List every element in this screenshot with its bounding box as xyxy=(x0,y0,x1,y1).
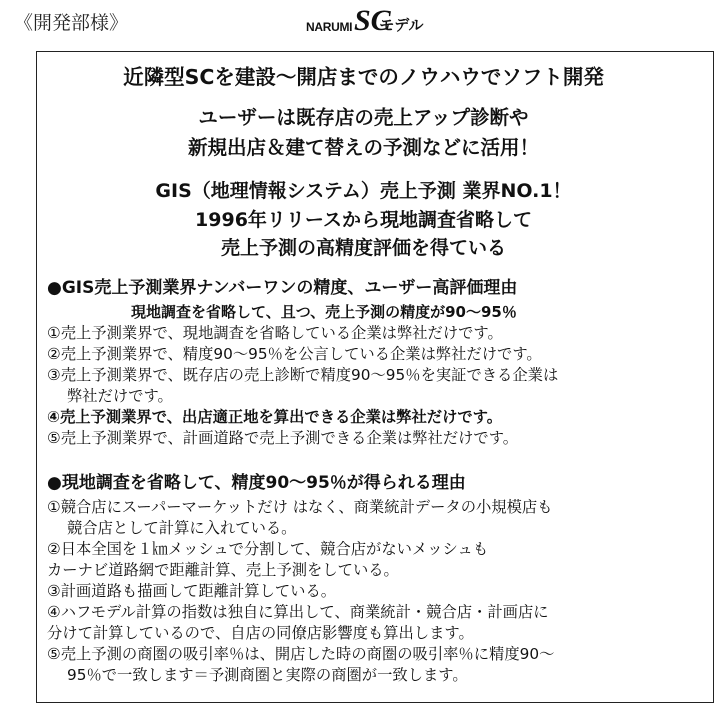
list-item-continuation: 分けて計算しているので、自店の同僚店影響度も算出します。 xyxy=(47,624,474,642)
section-title: ●現地調査を省略して、精度90～95％が得られる理由 xyxy=(47,473,466,493)
section-title: ●GIS売上予測業界ナンバーワンの精度、ユーザー高評価理由 xyxy=(47,278,518,298)
headline-3c: 売上予測の高精度評価を得ている xyxy=(220,237,506,259)
list-item: ②売上予測業界で、精度90～95％を公言している企業は弊社だけです。 xyxy=(47,345,542,363)
list-item: ③計画道路も描画して距離計算している。 xyxy=(47,582,337,600)
svg-text:SC: SC xyxy=(354,4,391,37)
list-item-continuation: カーナビ道路網で距離計算、売上予測をしている。 xyxy=(47,561,399,579)
list-item: ①売上予測業界で、現地調査を省略している企業は弊社だけです。 xyxy=(47,324,503,342)
list-item: ①競合店にスーパーマーケットだけ はなく、商業統計データの小規模店も xyxy=(47,498,553,516)
list-item: ⑤売上予測の商圏の吸引率％は、開店した時の商圏の吸引率％に精度90～ xyxy=(47,645,555,663)
list-item-continuation: 95％で一致します＝予測商圏と実際の商圏が一致します。 xyxy=(67,666,468,684)
list-item-continuation: 競合店として計算に入れている。 xyxy=(67,519,297,537)
list-item: ⑤売上予測業界で、計画道路で売上予測できる企業は弊社だけです。 xyxy=(47,429,519,447)
reason-list xyxy=(47,497,707,686)
list-item: ④ハフモデル計算の指数は独自に算出して、商業統計・競合店・計画店に xyxy=(47,603,549,621)
list-item: ②日本全国を１㎞メッシュで分割して、競合店がないメッシュも xyxy=(47,540,489,558)
headline-3b: 1996年リリースから現地調査省略して xyxy=(195,209,532,231)
list-item: ③売上予測業界で、既存店の売上診断で精度90～95％を実証できる企業は xyxy=(47,366,559,384)
method-section xyxy=(47,468,707,686)
list-item-continuation: 弊社だけです。 xyxy=(67,387,173,405)
accuracy-section xyxy=(47,273,707,449)
recipient-label: 《開発部様》 xyxy=(14,12,129,34)
headline-3a: GIS（地理情報システム）売上予測 業界NO.1！ xyxy=(155,180,572,202)
logo-model-text: モデル xyxy=(379,16,424,34)
section-subtitle: 現地調査を省略して、且つ、売上予測の精度が90～95％ xyxy=(131,303,517,321)
headline-1: 近隣型SCを建設～開店までのノウハウでソフト開発 xyxy=(123,65,604,89)
headline-2b: 新規出店＆建て替えの予測などに活用！ xyxy=(187,136,539,159)
headline-2a: ユーザーは既存店の売上アップ診断や xyxy=(198,106,529,129)
logo-narumi-text: NARUMI xyxy=(306,20,353,34)
logo-sc-mark xyxy=(354,4,391,39)
reason-list xyxy=(47,323,707,449)
list-item: ④売上予測業界で、出店適正地を算出できる企業は弊社だけです。 xyxy=(47,408,503,426)
narumi-sc-model-logo xyxy=(306,4,424,39)
